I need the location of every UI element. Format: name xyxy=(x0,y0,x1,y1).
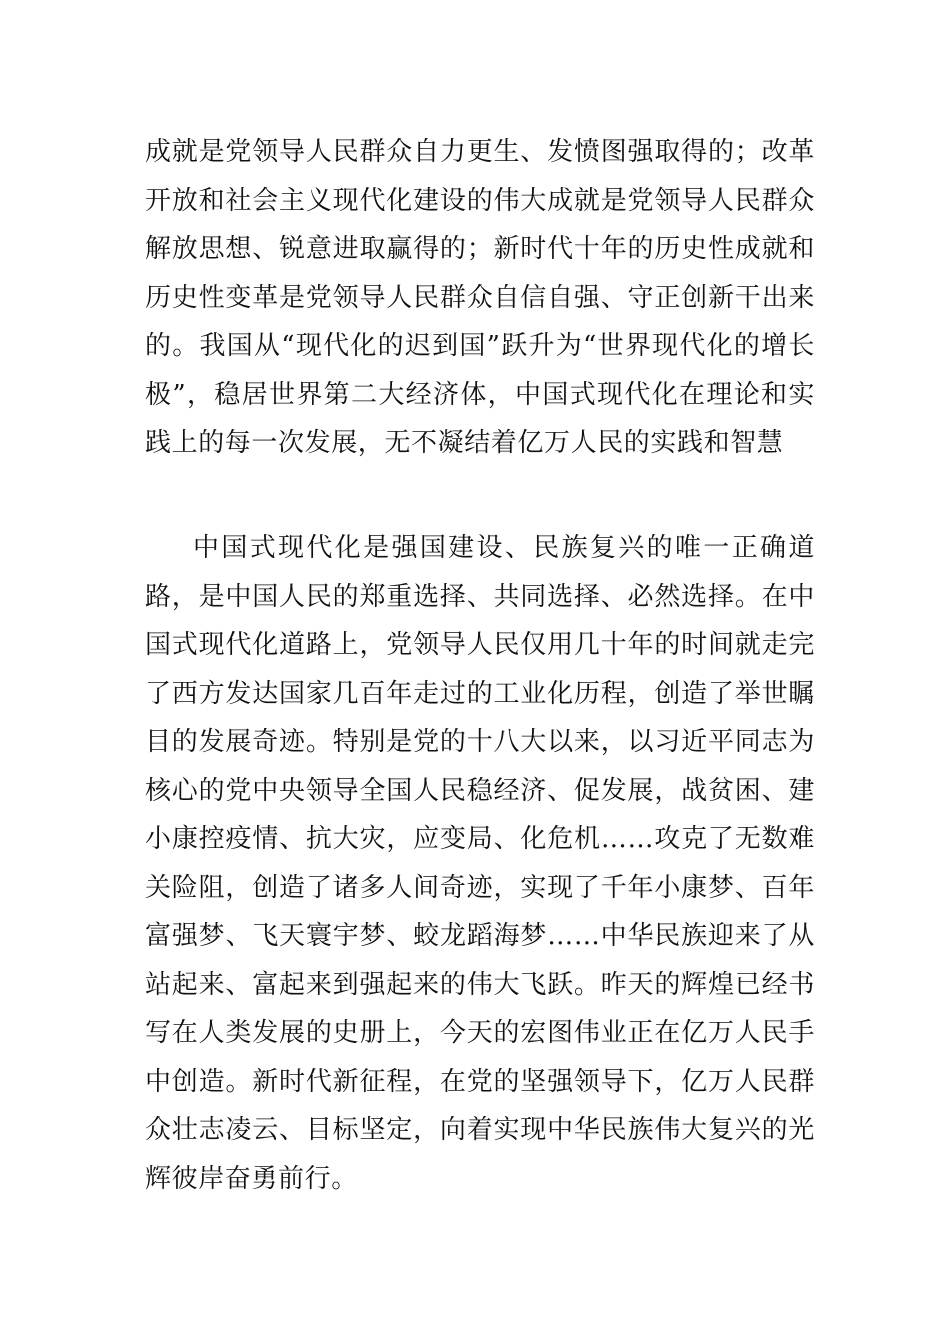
body-paragraph-2: 中国式现代化是强国建设、民族复兴的唯一正确道路，是中国人民的郑重选择、共同选择、必然选择。在中国式现代化道路上，党领导人民仅用几十年的时间就走完了西方发达国家几百年走过的工业化历程，创造了举世瞩目的发展奇迹。特别是党的十八大以来，以习近平同志为核心的党中央领导全国人民稳经济、促发展，战贫困、建小康控疫情、抗大灾，应变局、化危机……攻克了无数难关险阻，创造了诸多人间奇迹，实现了千年小康梦、百年富强梦、飞天寰宇梦、蛟龙蹈海梦……中华民族迎来了从站起来、富起来到强起来的伟大飞跃。昨天的辉煌已经书写在人类发展的史册上，今天的宏图伟业正在亿万人民手中创造。新时代新征程，在党的坚强领导下，亿万人民群众壮志凌云、目标坚定，向着实现中华民族伟大复兴的光辉彼岸奋勇前行。 xyxy=(145,533,815,1194)
body-paragraph-1: 成就是党领导人民群众自力更生、发愤图强取得的；改革开放和社会主义现代化建设的伟大成就是党领导人民群众解放思想、锐意进取赢得的；新时代十年的历史性成就和历史性变革是党领导人民群众自信自强、守正创新干出来的。我国从“现代化的迟到国”跃升为“世界现代化的增长极”，稳居世界第二大经济体，中国式现代化在理论和实践上的每一次发展，无不凝结着亿万人民的实践和智慧 xyxy=(145,137,815,458)
